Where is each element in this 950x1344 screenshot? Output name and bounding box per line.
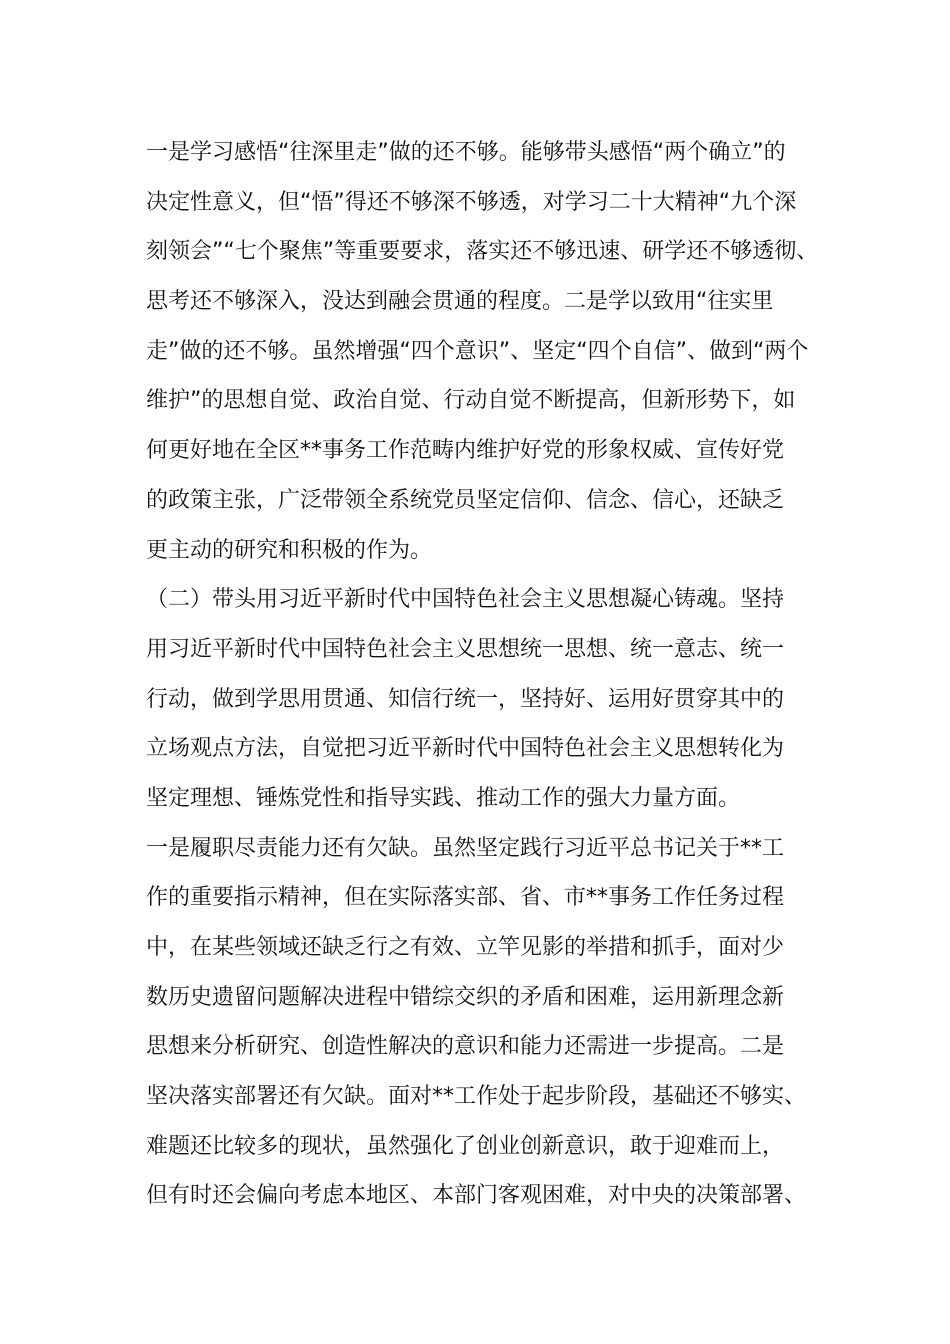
- text-line: 用习近平新时代中国特色社会主义思想统一思想、统一意志、统一: [146, 636, 785, 662]
- text-line: 思想来分析研究、创造性解决的意识和能力还需进一步提高。二是: [146, 1034, 785, 1060]
- text-line: 走”做的还不够。虽然增强“四个意识”、坚定“四个自信”、做到“两个: [146, 338, 809, 364]
- text-line: 维护”的思想自觉、政治自觉、行动自觉不断提高，但新形势下，如: [146, 388, 796, 414]
- text-line: 作的重要指示精神，但在实际落实部、省、市**事务工作任务过程: [146, 885, 785, 911]
- text-line: 决定性意义，但“悟”得还不够深不够透，对学习二十大精神“九个深: [146, 189, 797, 215]
- text-line: 更主动的研究和积极的作为。: [146, 537, 433, 563]
- text-line: 中，在某些领域还缺乏行之有效、立竿见影的举措和抓手，面对少: [146, 935, 785, 960]
- text-line: 何更好地在全区**事务工作范畴内维护好党的形象权威、宣传好党: [146, 438, 785, 464]
- text-line: 的政策主张，广泛带领全系统党员坚定信仰、信念、信心，还缺乏: [146, 487, 785, 513]
- text-line: 数历史遗留问题解决进程中错综交织的矛盾和困难，运用新理念新: [146, 984, 785, 1010]
- text-line: 行动，做到学思用贯通、知信行统一，坚持好、运用好贯穿其中的: [146, 686, 785, 712]
- text-line: 一是学习感悟“往深里走”做的还不够。能够带头感悟“两个确立”的: [146, 140, 786, 165]
- text-line: 难题还比较多的现状，虽然强化了创业创新意识，敢于迎难而上，: [146, 1133, 785, 1159]
- text-line: 坚定理想、锤炼党性和指导实践、推动工作的强大力量方面。: [146, 785, 741, 811]
- section-heading-line: （二）带头用习近平新时代中国特色社会主义思想凝心铸魂。坚持: [146, 587, 785, 613]
- text-line: 坚决落实部署还有欠缺。面对**工作处于起步阶段，基础还不够实、: [146, 1084, 807, 1110]
- text-line: 刻领会”“七个聚焦”等重要要求，落实还不够迅速、研学还不够透彻、: [146, 239, 819, 265]
- body-text: [146, 128, 836, 1221]
- text-line: 一是履职尽责能力还有欠缺。虽然坚定践行习近平总书记关于**工: [146, 835, 785, 861]
- text-line: 但有时还会偏向考虑本地区、本部门客观困难，对中央的决策部署、: [146, 1183, 807, 1209]
- text-line: 立场观点方法，自觉把习近平新时代中国特色社会主义思想转化为: [146, 736, 785, 762]
- text-line: 思考还不够深入，没达到融会贯通的程度。二是学以致用“往实里: [146, 289, 774, 315]
